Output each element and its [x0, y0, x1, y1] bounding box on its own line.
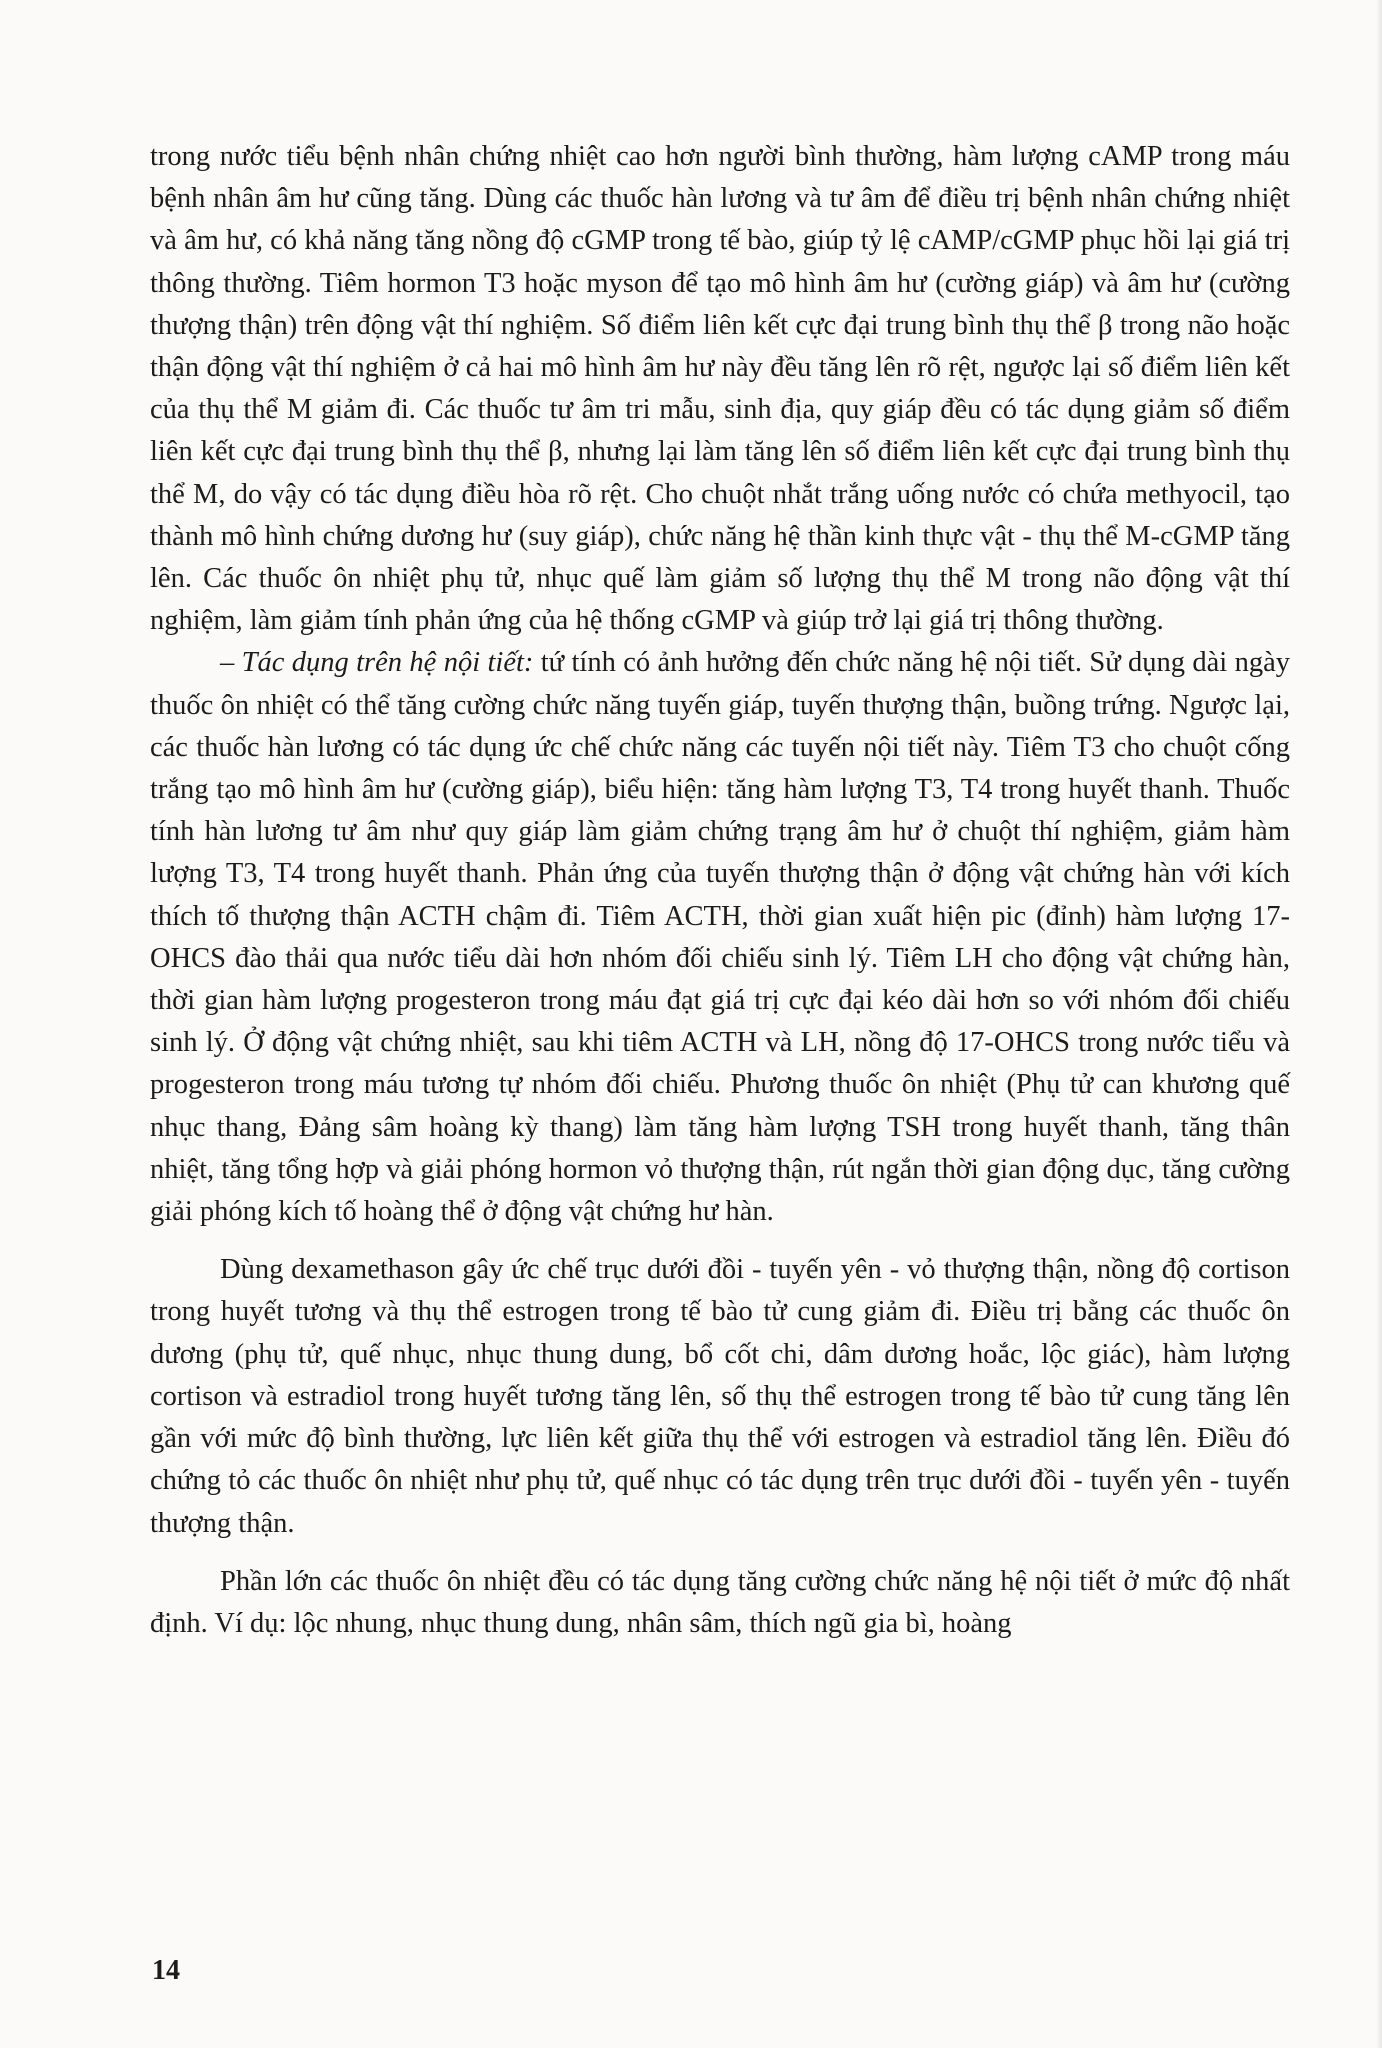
paragraph-4: [150, 1561, 1290, 1645]
page-edge-shadow: [1376, 0, 1382, 2048]
paragraph-2-heading: – Tác dụng trên hệ nội tiết:: [220, 647, 534, 679]
paragraph-2-text: tứ tính có ảnh hưởng đến chức năng hệ nội tiết. Sử dụng dài ngày thuốc ôn nhiệt có thể tăng cường chức năng tuyến giáp, tuyến thượng thận, buồng trứng. Ngược lại, các thuốc hàn lương có tác dụng ức chế chức năng các tuyến nội tiết này. Tiêm T3 cho chuột cống trắng tạo mô hình âm hư (cường giáp), biểu hiện: tăng hàm lượng T3, T4 trong huyết thanh. Thuốc tính hàn lương tư âm như quy giáp làm giảm chứng trạng âm hư ở chuột thí nghiệm, giảm hàm lượng T3, T4 trong huyết thanh. Phản ứng của tuyến thượng thận ở động vật chứng hàn với kích thích tố thượng thận ACTH chậm đi. Tiêm ACTH, thời gian xuất hiện pic (đỉnh) hàm lượng 17-OHCS đào thải qua nước tiểu dài hơn nhóm đối chiếu sinh lý. Tiêm LH cho động vật chứng hàn, thời gian hàm lượng progesteron trong máu đạt giá trị cực đại kéo dài hơn so với nhóm đối chiếu sinh lý. Ở động vật chứng nhiệt, sau khi tiêm ACTH và LH, nồng độ 17-OHCS trong nước tiểu và progesteron trong máu tương tự nhóm đối chiếu. Phương thuốc ôn nhiệt (Phụ tử can khương quế nhục thang, Đảng sâm hoàng kỳ thang) làm tăng hàm lượng TSH trong huyết thanh, tăng thân nhiệt, tăng tổng hợp và giải phóng hormon vỏ thượng thận, rút ngắn thời gian động dục, tăng cường giải phóng kích tố hoàng thể ở động vật chứng hư hàn.: [150, 647, 1290, 1228]
paragraph-2: [150, 642, 1290, 1233]
paragraph-4-text: Phần lớn các thuốc ôn nhiệt đều có tác dụng tăng cường chức năng hệ nội tiết ở mức độ nhất định. Ví dụ: lộc nhung, nhục thung dung, nhân sâm, thích ngũ gia bì, hoàng: [150, 1565, 1290, 1639]
paragraph-1-text: trong nước tiểu bệnh nhân chứng nhiệt cao hơn người bình thường, hàm lượng cAMP trong máu bệnh nhân âm hư cũng tăng. Dùng các thuốc hàn lương và tư âm để điều trị bệnh nhân chứng nhiệt và âm hư, có khả năng tăng nồng độ cGMP trong tế bào, giúp tỷ lệ cAMP/cGMP phục hồi lại giá trị thông thường. Tiêm hormon T3 hoặc myson để tạo mô hình âm hư (cường giáp) và âm hư (cường thượng thận) trên động vật thí nghiệm. Số điểm liên kết cực đại trung bình thụ thể β trong não hoặc thận động vật thí nghiệm ở cả hai mô hình âm hư này đều tăng lên rõ rệt, ngược lại số điểm liên kết của thụ thể M giảm đi. Các thuốc tư âm tri mẫu, sinh địa, quy giáp đều có tác dụng giảm số điểm liên kết cực đại trung bình thụ thể β, nhưng lại làm tăng lên số điểm liên kết cực đại trung bình thụ thể M, do vậy có tác dụng điều hòa rõ rệt. Cho chuột nhắt trắng uống nước có chứa methyocil, tạo thành mô hình chứng dương hư (suy giáp), chức năng hệ thần kinh thực vật - thụ thể M-cGMP tăng lên. Các thuốc ôn nhiệt phụ tử, nhục quế làm giảm số lượng thụ thể M trong não động vật thí nghiệm, làm giảm tính phản ứng của hệ thống cGMP và giúp trở lại giá trị thông thường.: [150, 141, 1290, 637]
paragraph-3-text: Dùng dexamethason gây ức chế trục dưới đồi - tuyến yên - vỏ thượng thận, nồng độ cortison trong huyết tương và thụ thể estrogen trong tế bào tử cung giảm đi. Điều trị bằng các thuốc ôn dương (phụ tử, quế nhục, nhục thung dung, bổ cốt chi, dâm dương hoắc, lộc giác), hàm lượng cortison và estradiol trong huyết tương tăng lên, số thụ thể estrogen trong tế bào tử cung tăng lên gần với mức độ bình thường, lực liên kết giữa thụ thể với estrogen và estradiol tăng lên. Điều đó chứng tỏ các thuốc ôn nhiệt như phụ tử, quế nhục có tác dụng trên trục dưới đồi - tuyến yên - tuyến thượng thận.: [150, 1254, 1290, 1539]
page-number: 14: [152, 1955, 180, 1986]
paragraph-1: [150, 136, 1290, 642]
paragraph-3: [150, 1249, 1290, 1544]
page-body: [150, 136, 1290, 1896]
